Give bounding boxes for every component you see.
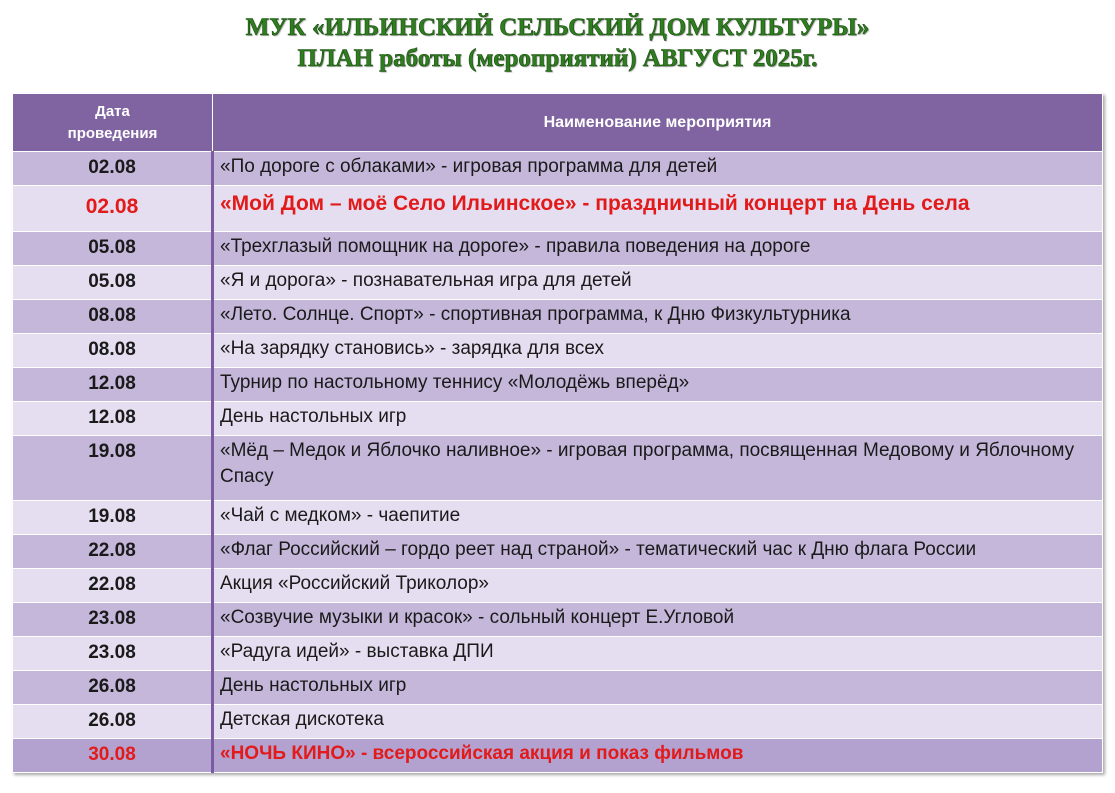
plan-title: ПЛАН работы (мероприятий) АВГУСТ 2025г. bbox=[297, 45, 818, 72]
organization-title: МУК «ИЛЬИНСКИЙ СЕЛЬСКИЙ ДОМ КУЛЬТУРЫ» bbox=[245, 14, 870, 41]
column-header-date bbox=[13, 94, 213, 152]
table-row bbox=[13, 402, 1103, 436]
event-date: 26.08 bbox=[13, 705, 213, 739]
table-row bbox=[13, 501, 1103, 535]
event-name: «Лето. Солнце. Спорт» - спортивная программа, к Дню Физкультурника bbox=[213, 300, 1103, 334]
event-date: 12.08 bbox=[13, 402, 213, 436]
event-name: Акция «Российский Триколор» bbox=[213, 569, 1103, 603]
event-date: 22.08 bbox=[13, 569, 213, 603]
table-row bbox=[13, 368, 1103, 402]
event-date: 19.08 bbox=[13, 436, 213, 501]
table-row bbox=[13, 637, 1103, 671]
table-row bbox=[13, 266, 1103, 300]
event-name: «На зарядку становись» - зарядка для всех bbox=[213, 334, 1103, 368]
event-date: 23.08 bbox=[13, 603, 213, 637]
event-name: Турнир по настольному теннису «Молодёжь вперёд» bbox=[213, 368, 1103, 402]
table-row bbox=[13, 569, 1103, 603]
event-name: «Созвучие музыки и красок» - сольный концерт Е.Угловой bbox=[213, 603, 1103, 637]
table-row bbox=[13, 739, 1103, 773]
event-name: День настольных игр bbox=[213, 671, 1103, 705]
event-date: 23.08 bbox=[13, 637, 213, 671]
event-name: «Я и дорога» - познавательная игра для детей bbox=[213, 266, 1103, 300]
event-date: 22.08 bbox=[13, 535, 213, 569]
event-date: 02.08 bbox=[13, 186, 213, 232]
table-row bbox=[13, 152, 1103, 186]
column-header-date-line1: Дата bbox=[95, 102, 130, 120]
event-name: «Чай с медком» - чаепитие bbox=[213, 501, 1103, 535]
table-row bbox=[13, 232, 1103, 266]
table-header-row bbox=[13, 94, 1103, 152]
table-row bbox=[13, 186, 1103, 232]
table-row bbox=[13, 671, 1103, 705]
event-name: День настольных игр bbox=[213, 402, 1103, 436]
document-header bbox=[0, 12, 1115, 74]
event-name: «Мой Дом – моё Село Ильинское» - праздничный концерт на День села bbox=[213, 186, 1103, 232]
event-date: 02.08 bbox=[13, 152, 213, 186]
event-date: 30.08 bbox=[13, 739, 213, 773]
event-name: «По дороге с облаками» - игровая программа для детей bbox=[213, 152, 1103, 186]
table-row bbox=[13, 535, 1103, 569]
event-name: «Радуга идей» - выставка ДПИ bbox=[213, 637, 1103, 671]
event-name: «Флаг Российский – гордо реет над страной» - тематический час к Дню флага России bbox=[213, 535, 1103, 569]
event-date: 05.08 bbox=[13, 266, 213, 300]
event-date: 05.08 bbox=[13, 232, 213, 266]
event-name: «Трехглазый помощник на дороге» - правила поведения на дороге bbox=[213, 232, 1103, 266]
column-header-name: Наименование мероприятия bbox=[213, 94, 1103, 152]
event-date: 12.08 bbox=[13, 368, 213, 402]
event-name: Детская дискотека bbox=[213, 705, 1103, 739]
table-row bbox=[13, 603, 1103, 637]
table-row bbox=[13, 334, 1103, 368]
event-name: «Мёд – Медок и Яблочко наливное» - игровая программа, посвященная Медовому и Яблочному Спасу bbox=[213, 436, 1103, 501]
table-row bbox=[13, 300, 1103, 334]
column-header-date-line2: проведения bbox=[67, 124, 158, 142]
table-row bbox=[13, 705, 1103, 739]
event-name: «НОЧЬ КИНО» - всероссийская акция и показ фильмов bbox=[213, 739, 1103, 773]
event-date: 08.08 bbox=[13, 300, 213, 334]
table-row bbox=[13, 436, 1103, 501]
events-table bbox=[12, 93, 1103, 773]
event-date: 08.08 bbox=[13, 334, 213, 368]
event-date: 26.08 bbox=[13, 671, 213, 705]
event-date: 19.08 bbox=[13, 501, 213, 535]
